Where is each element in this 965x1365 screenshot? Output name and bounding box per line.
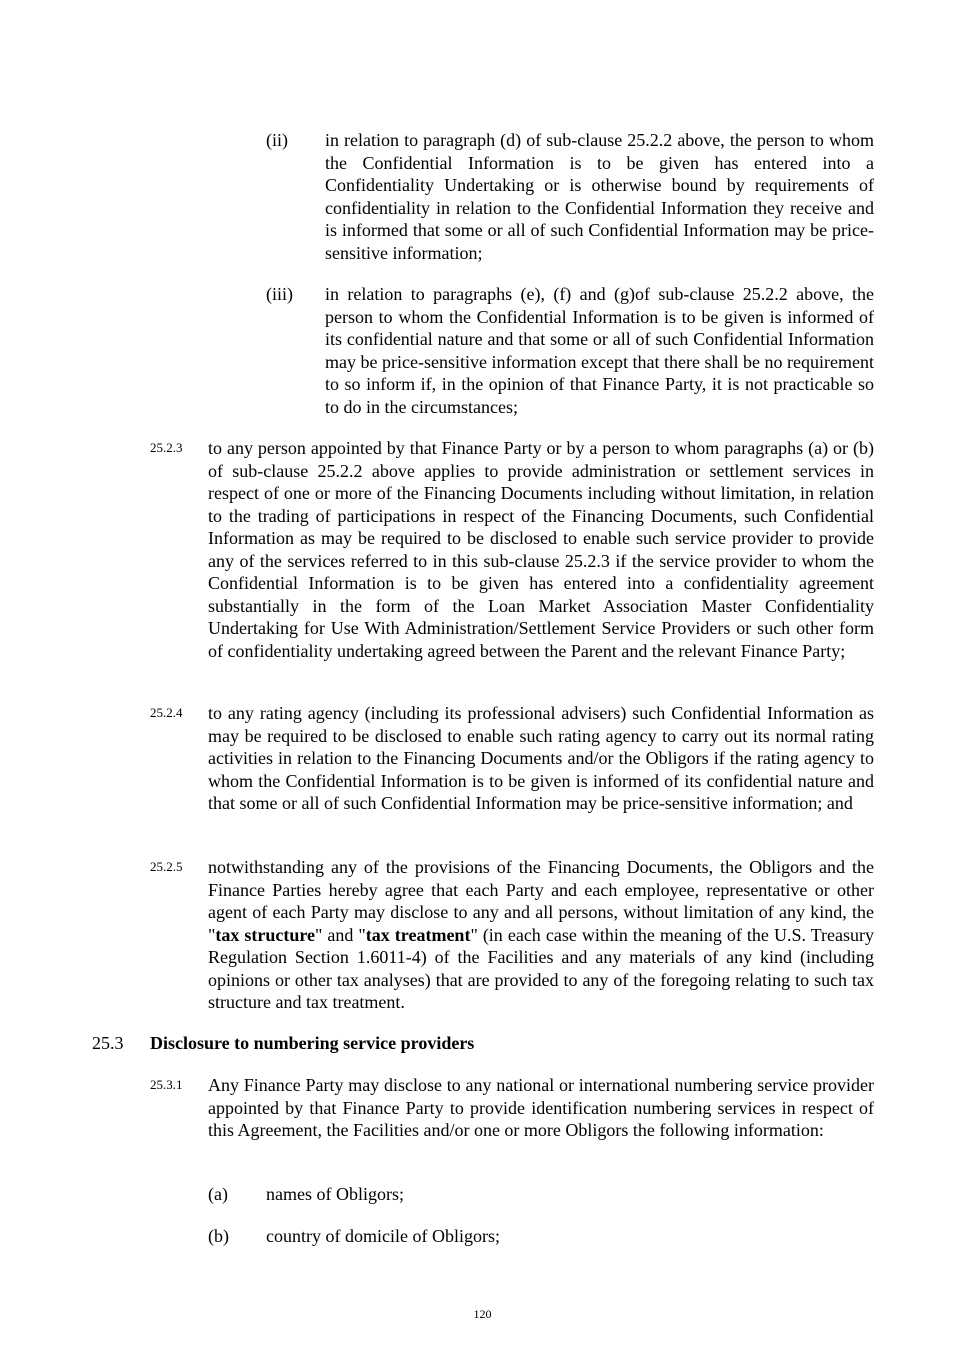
clause-text-25-3-1: Any Finance Party may disclose to any national or international numbering service provider appointed by that Finance Party to provide identification numbering services in respect of this Agreement, the Facilities and/or one or more Obligors the following information:	[208, 1075, 874, 1140]
tax-structure-term: tax structure	[215, 924, 316, 945]
item-label-b: (b)	[208, 1226, 229, 1246]
clause-number-25-2-5: 25.2.5	[150, 859, 183, 874]
clause-text-25-2-5-part-c: " (in each case within the meaning of the U.S. Treasury Regulation Section 1.6011-4) of the Facilities and any materials of any kind (including opinions or other tax analyses) that are provided to any of the foregoing relating to such tax structure and tax treatment.	[208, 924, 874, 1012]
item-text-iii: in relation to paragraphs (e), (f) and (g)of sub-clause 25.2.2 above, the person to whom the Confidential Information is to be given is informed of its confidential nature and that some or all of such Confidential Information may be price-sensitive information except that there shall be no requirement to so inform if, in the opinion of that Finance Party, it is not practicable so to do in the circumstances;	[325, 284, 874, 417]
item-text-ii: in relation to paragraph (d) of sub-clause 25.2.2 above, the person to whom the Confidential Information is to be given has entered into a Confidentiality Undertaking or is otherwise bound by requirements of confidentiality in relation to the Confidential Information they receive and is informed that some or all of such Confidential Information may be price-sensitive information;	[325, 130, 874, 263]
clause-text-25-2-3: to any person appointed by that Finance Party or by a person to whom paragraphs (a) or (b) of sub-clause 25.2.2 above applies to provide administration or settlement services in respect of one or more of the Financing Documents including without limitation, in relation to the trading of participations in respect of the Financing Documents, such Confidential Information as may be required to be disclosed to enable such service provider to provide any of the services referred to in this sub-clause 25.2.3 if the service provider to whom the Confidential Information is to be given has entered into a confidentiality agreement substantially in the form of the Loan Market Association Master Confidentiality Undertaking for Use With Administration/Settlement Service Providers or such other form of confidentiality undertaking agreed between the Parent and the relevant Finance Party;	[208, 438, 874, 661]
item-text-a: names of Obligors;	[266, 1184, 404, 1204]
section-heading-25-3: Disclosure to numbering service providers	[150, 1033, 475, 1053]
clause-text-25-2-5	[208, 856, 874, 1014]
clause-number-25-2-3: 25.2.3	[150, 440, 183, 455]
page-number: 120	[473, 1307, 492, 1321]
tax-treatment-term: tax treatment	[365, 924, 471, 945]
clause-number-25-2-4: 25.2.4	[150, 705, 183, 720]
item-label-iii: (iii)	[266, 284, 293, 304]
item-label-ii: (ii)	[266, 130, 288, 150]
clause-number-25-3-1: 25.3.1	[150, 1077, 183, 1092]
clause-text-25-2-5-part-a: notwithstanding any of the provisions of the Financing Documents, the Obligors and the Finance Parties hereby agree that each Party and each employee, representative or other agent of each Party may disclose to any and all persons, without limitation of any kind, the "	[208, 857, 874, 945]
clause-text-25-2-4: to any rating agency (including its professional advisers) such Confidential Information as may be required to be disclosed to enable such rating agency to carry out its normal rating activities in relation to the Financing Documents and/or the Obligors if the rating agency to whom the Confidential Information is to be given is informed of its confidential nature and that some or all of such Confidential Information may be price-sensitive information; and	[208, 703, 874, 813]
item-label-a: (a)	[208, 1184, 228, 1204]
item-text-b: country of domicile of Obligors;	[266, 1226, 500, 1246]
section-number-25-3: 25.3	[92, 1033, 124, 1053]
clause-text-25-2-5-part-b: " and "	[315, 924, 366, 945]
